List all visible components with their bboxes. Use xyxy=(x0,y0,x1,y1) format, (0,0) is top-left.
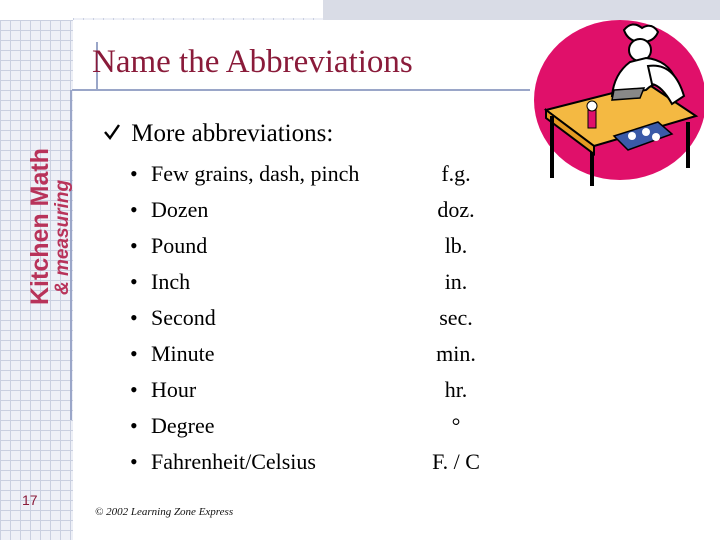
kitchen-math-logo xyxy=(6,70,76,330)
list-item xyxy=(130,446,500,482)
list-item xyxy=(130,374,500,410)
item-label: Minute xyxy=(151,341,215,366)
item-label: Pound xyxy=(151,233,208,258)
title-underline-rule xyxy=(72,89,530,91)
list-item xyxy=(130,266,500,302)
bullet-icon: • xyxy=(130,449,138,474)
item-abbreviation: f.g. xyxy=(441,161,471,186)
item-label: Few grains, dash, pinch xyxy=(151,161,360,186)
item-abbreviation: sec. xyxy=(439,305,473,330)
abbreviation-list xyxy=(130,158,500,482)
subtitle-line xyxy=(103,120,333,148)
item-label: Hour xyxy=(151,377,197,402)
chef-baking-illustration xyxy=(528,18,704,188)
item-label: Dozen xyxy=(151,197,209,222)
item-label: Second xyxy=(151,305,216,330)
top-white-panel xyxy=(73,0,323,18)
copyright-text: © 2002 Learning Zone Express xyxy=(95,506,234,518)
list-item xyxy=(130,158,500,194)
list-item xyxy=(130,410,500,446)
bullet-icon: • xyxy=(130,305,138,330)
bullet-icon: • xyxy=(130,233,138,258)
item-abbreviation: hr. xyxy=(444,377,468,402)
bullet-icon: • xyxy=(130,341,138,366)
list-item xyxy=(130,194,500,230)
check-icon xyxy=(103,120,127,147)
logo-line-1: Kitchen Math xyxy=(26,148,54,305)
bullet-icon: • xyxy=(130,161,138,186)
item-label: Fahrenheit/Celsius xyxy=(151,449,316,474)
bullet-icon: • xyxy=(130,377,138,402)
item-abbreviation: min. xyxy=(436,341,476,366)
item-label: Inch xyxy=(151,269,191,294)
list-item xyxy=(130,230,500,266)
top-gray-panel xyxy=(323,0,720,20)
subtitle-text: More abbreviations: xyxy=(131,120,334,147)
bullet-icon: • xyxy=(130,413,138,438)
list-item xyxy=(130,338,500,374)
item-abbreviation: F. / C xyxy=(432,449,480,474)
item-abbreviation: in. xyxy=(444,269,468,294)
item-abbreviation: doz. xyxy=(437,197,475,222)
page-number: 17 xyxy=(22,492,38,508)
logo-line-2: & measuring xyxy=(52,179,73,295)
item-abbreviation: lb. xyxy=(444,233,468,258)
item-abbreviation: ° xyxy=(451,413,461,438)
item-label: Degree xyxy=(151,413,215,438)
bullet-icon: • xyxy=(130,197,138,222)
bullet-icon: • xyxy=(130,269,138,294)
list-item xyxy=(130,302,500,338)
slide-title: Name the Abbreviations xyxy=(92,44,413,80)
